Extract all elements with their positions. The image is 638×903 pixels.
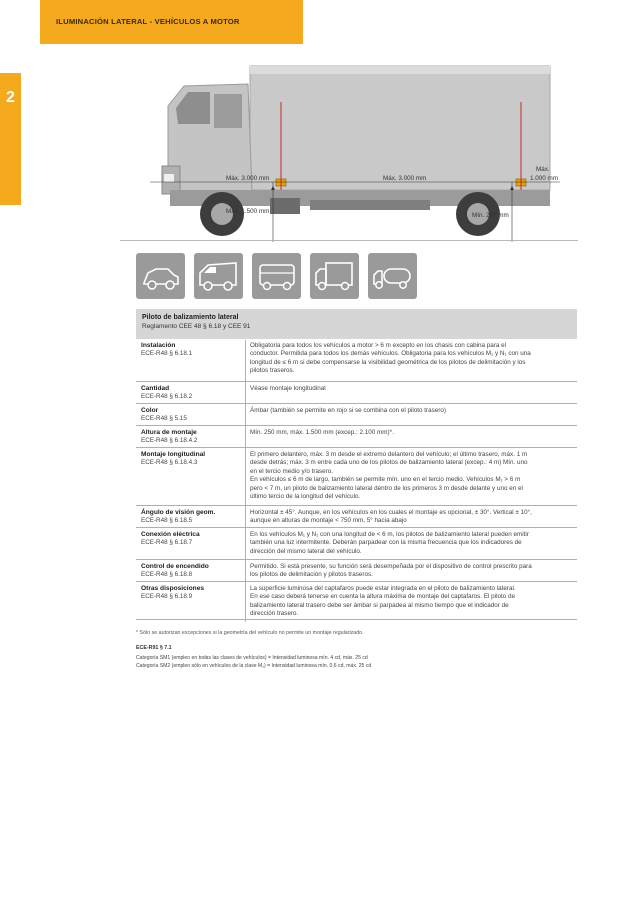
bus-icon — [252, 253, 301, 299]
table-row — [136, 582, 577, 620]
row-value-line: La superficie luminosa del captafaros puede estar integrada en el piloto de balizamiento lateral. — [250, 585, 516, 592]
row-value-cell — [250, 451, 575, 501]
dim-max-3000-rear: Máx. 3.000 mm — [383, 175, 427, 182]
section-header — [136, 309, 577, 339]
table-row — [136, 426, 577, 448]
dim-max-1000-value: 1.000 mm — [530, 175, 558, 182]
row-label-cell — [141, 429, 241, 446]
section-subtitle: Reglamento CEE 48 § 6.18 y CEE 91 — [142, 323, 251, 330]
footnote: * Sólo se autorizan excepciones si la geometría del vehículo no permite un montaje regularizado. — [136, 630, 364, 636]
row-value-cell — [250, 585, 575, 619]
row-value-line: balizamiento lateral trasero debe ser ámbar si parpadea al mismo tiempo que el indicador de — [250, 601, 509, 609]
row-value-cell — [250, 531, 575, 556]
row-value-line: conductor. Permitida para todos los demás vehículos. Obligatoria para los vehículos M₁ y N₁ con una — [250, 350, 531, 358]
row-reference: ECE-R48 § 6.18.5 — [141, 517, 193, 525]
row-reference: ECE-R48 § 6.18.4.3 — [141, 459, 198, 467]
row-value-line: aunque en alturas de montaje < 750 mm, 5° hacia abajo — [250, 517, 407, 525]
row-label-cell — [141, 385, 241, 402]
tanker-truck-icon — [368, 253, 417, 299]
row-label: Altura de montaje — [141, 429, 197, 436]
row-reference: ECE-R48 § 6.18.4.2 — [141, 437, 198, 445]
row-reference: ECE-R48 § 6.18.8 — [141, 571, 193, 579]
row-value-line: también una luz intermitente. Deberán parpadear con la misma frecuencia que los indicadores de — [250, 539, 522, 547]
row-value-line: En ese caso deberá tenerse en cuenta la altura máxima de montaje del captafaros. El piloto de — [250, 593, 515, 601]
row-label: Montaje longitudinal — [141, 451, 206, 458]
row-reference: ECE-R48 § 6.18.9 — [141, 593, 193, 601]
row-value-line: pero < 7 m, un piloto de balizamiento lateral dentro de los primeros 3 m desde delante y uno en el — [250, 484, 523, 492]
row-value-line: en el tercio medio y/o trasero. — [250, 467, 333, 475]
row-value-line: desde detrás; máx. 3 m entre cada uno de los pilotos de balizamiento lateral (excep.: 4 m) Mín. uno — [250, 459, 528, 467]
row-value-line: Véase montaje longitudinal — [250, 385, 326, 392]
row-value-cell — [250, 509, 575, 526]
row-value-line: longitud de ≤ 6 m si debe compensarse la visibilidad geométrica de los pilotos de delimitación y los — [250, 358, 526, 366]
dim-max-1000-label: Máx. — [536, 166, 550, 173]
row-label: Color — [141, 407, 159, 414]
row-label: Otras disposiciones — [141, 585, 205, 592]
truck-diagram — [150, 62, 580, 252]
row-value-line: pilotos traseros. — [250, 367, 295, 375]
row-value-line: los pilotos de delimitación y pilotos traseros. — [250, 571, 373, 579]
row-value-line: Horizontal ± 45°. Aunque, en los vehículos en los cuales el montaje es opcional, ± 30°. Vertical ± 10°, — [250, 509, 532, 516]
table-row — [136, 339, 577, 382]
row-label: Ángulo de visión geom. — [141, 509, 216, 516]
row-label-cell — [141, 509, 241, 526]
truck-icon — [310, 253, 359, 299]
row-value-line: En vehículos ≤ 6 m de largo, también se permite mín. uno en el tercio medio. Vehículos M₁ > 6 m — [250, 476, 521, 484]
row-value-cell — [250, 563, 575, 580]
row-value-line: dirección trasero. — [250, 610, 299, 618]
chapter-number: 2 — [6, 89, 15, 106]
row-value-cell — [250, 429, 575, 437]
row-label-cell — [141, 531, 241, 548]
ground-line — [120, 240, 578, 241]
footnote-reference: ECE-R91 § 7.1 — [136, 645, 172, 651]
row-label-cell — [141, 563, 241, 580]
row-label-cell — [141, 585, 241, 602]
row-value-line: dirección del mismo lateral del vehículo. — [250, 547, 362, 555]
row-value-line: Ámbar (también se permite en rojo si se combina con el piloto trasero) — [250, 407, 446, 414]
row-label: Conexión eléctrica — [141, 531, 200, 538]
footnote-line-2: Categoría SM2 (empleo sólo en vehículos de la clase M₁) = Intensidad luminosa mín. 0,6 cd, máx. 25 cd — [136, 663, 372, 669]
row-label-cell — [141, 342, 241, 359]
row-value-line: El primero delantero, máx. 3 m desde el extremo delantero del vehículo; el último trasero, máx. 1 m — [250, 451, 528, 458]
row-label-cell — [141, 451, 241, 468]
car-icon — [136, 253, 185, 299]
table-row — [136, 528, 577, 560]
row-value-line: Permitido. Si está presente, su función será desempeñada por el dispositivo de control prescrito para — [250, 563, 532, 570]
row-label: Cantidad — [141, 385, 170, 392]
spec-table — [136, 309, 577, 620]
row-value-line: En los vehículos M₁ y N₁ con una longitud de < 6 m, los pilotos de balizamiento lateral pueden emitir — [250, 531, 529, 538]
row-value-cell — [250, 385, 575, 393]
dim-min-250: Mín. 250 mm — [472, 212, 509, 219]
footnote-line-1: Categoría SM1 (empleo en todas las clases de vehículos) = Intensidad luminosa mín. 4 cd, máx. 25 cd — [136, 655, 368, 661]
row-value-line: Mín. 250 mm, máx. 1.500 mm (excep.: 2.100 mm)*. — [250, 429, 394, 436]
dim-max-3000-front: Máx. 3.000 mm — [226, 175, 270, 182]
row-value-line: último tercio de la longitud del vehículo. — [250, 493, 361, 501]
row-reference: ECE-R48 § 6.18.7 — [141, 539, 193, 547]
table-row — [136, 506, 577, 528]
row-label: Instalación — [141, 342, 176, 349]
row-value-cell — [250, 342, 575, 376]
section-title: Piloto de balizamiento lateral — [142, 314, 239, 321]
table-row — [136, 448, 577, 506]
table-row — [136, 382, 577, 404]
van-icon — [194, 253, 243, 299]
row-label-cell — [141, 407, 241, 424]
dim-max-1500: Máx. 1.500 mm — [226, 208, 270, 215]
row-reference: ECE-R48 § 6.18.2 — [141, 393, 193, 401]
row-label: Control de encendido — [141, 563, 209, 570]
row-value-cell — [250, 407, 575, 415]
row-reference: ECE-R48 § 6.18.1 — [141, 350, 193, 358]
page-title: ILUMINACIÓN LATERAL - VEHÍCULOS A MOTOR — [56, 17, 240, 26]
row-reference: ECE-R48 § 5.15 — [141, 415, 187, 423]
row-value-line: Obligatoria para todos los vehículos a motor > 6 m excepto en los chasis con cabina para el — [250, 342, 507, 349]
table-row — [136, 560, 577, 582]
table-row — [136, 404, 577, 426]
